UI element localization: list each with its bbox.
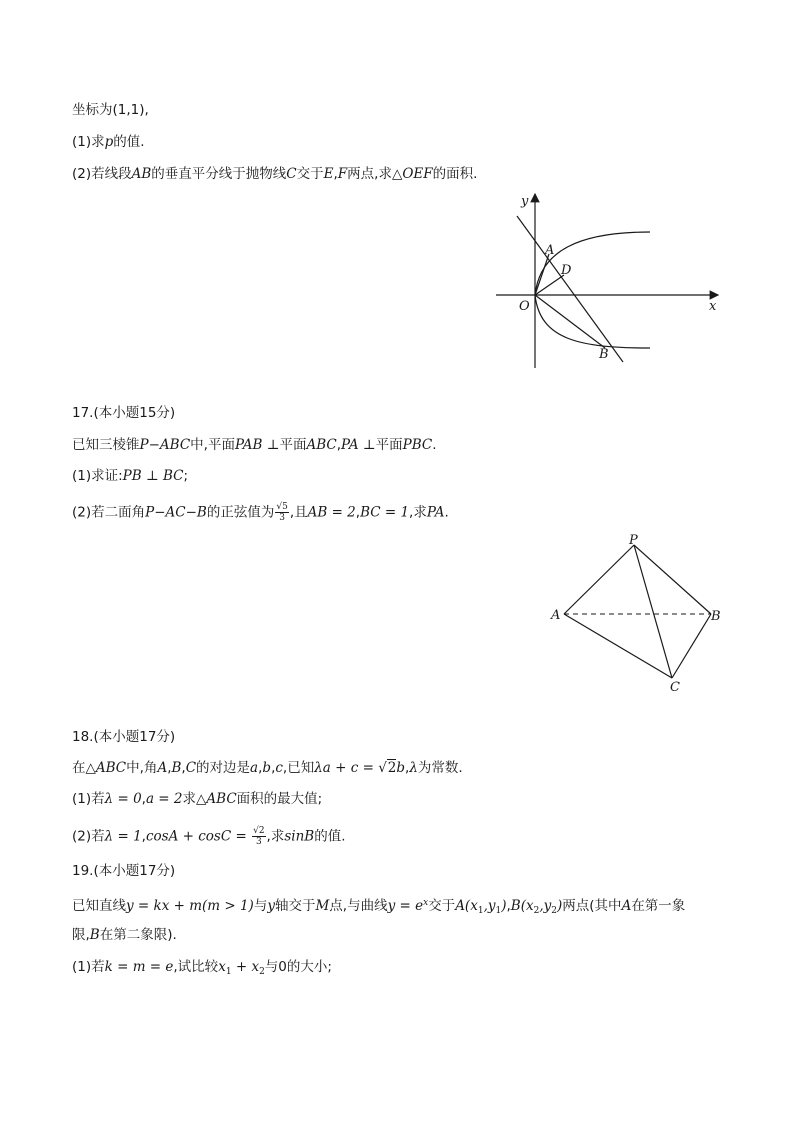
text-fragment: 已知三棱锥 [72, 437, 140, 453]
text-fragment: (1)若 [72, 959, 105, 975]
fraction [252, 826, 265, 847]
fraction-numerator: √2 [253, 826, 265, 836]
question-stem-continued [72, 925, 177, 945]
math-var: ,y [483, 898, 496, 914]
question-stem [72, 893, 685, 921]
text-fragment: 平面 [279, 437, 307, 453]
math-var: PAB ⊥ [234, 437, 280, 453]
math-var: ABC [95, 760, 127, 776]
text-fragment: 面积的最大值; [236, 791, 323, 807]
text-fragment: 的正弦值为 [206, 504, 275, 521]
edge-bc [672, 614, 711, 678]
math-var: p [104, 134, 114, 150]
label-x: x [709, 299, 717, 314]
math-var: λ [409, 760, 418, 776]
math-var: B(x [510, 898, 534, 914]
math-var: E [323, 166, 334, 182]
edge-pb [634, 545, 711, 614]
math-var: y = e [387, 898, 424, 914]
text-fragment: 的垂直平分线于抛物线 [151, 166, 287, 182]
text-fragment: ,已知 [282, 760, 315, 776]
math-var: P−AC−B [145, 504, 207, 521]
text-fragment: 19.(本小题17分) [72, 863, 176, 879]
math-subscript: 2 [533, 906, 540, 916]
text-fragment: , [506, 898, 511, 914]
text-fragment: (1)求 [72, 134, 105, 150]
segment-oa [535, 254, 549, 295]
text-fragment: , [271, 760, 276, 776]
math-var: ABC [206, 791, 237, 807]
text-fragment: , [333, 166, 338, 182]
text-fragment: 点,与曲线 [329, 898, 388, 914]
question-part [72, 132, 145, 152]
text-fragment: 在△ [72, 760, 96, 776]
text-fragment: 中,平面 [190, 437, 235, 453]
fraction-denominator: 3 [279, 513, 285, 523]
math-var: λ = 1 [104, 828, 142, 845]
text-fragment: 交于 [296, 166, 324, 182]
text-fragment: 在第二象限). [99, 927, 177, 943]
math-var: PA [426, 504, 445, 521]
text-fragment: ,试比较 [173, 959, 219, 975]
text-fragment: 轴交于 [274, 898, 316, 914]
label-o: O [519, 299, 530, 314]
text-fragment: . [444, 504, 449, 521]
label-b: B [599, 347, 609, 362]
text-fragment: , [141, 791, 146, 807]
text-fragment: , [258, 760, 263, 776]
text-fragment: 已知直线 [72, 898, 126, 914]
edge-pa [564, 545, 634, 614]
math-var: a = 2 [145, 791, 183, 807]
label-d: D [561, 263, 572, 278]
math-var: C [286, 166, 297, 182]
math-var: ,y [539, 898, 552, 914]
text-fragment: 18.(本小题17分) [72, 729, 176, 745]
math-superscript: x [423, 898, 429, 908]
question-stem [72, 435, 437, 455]
math-var: M [315, 898, 330, 914]
label-c: C [670, 680, 680, 695]
label-a: A [545, 243, 555, 258]
sqrt-radicand: 2 [387, 760, 397, 776]
label-y: y [521, 194, 529, 209]
text-fragment: , [355, 504, 361, 521]
math-var: λ = 0 [104, 791, 142, 807]
text-fragment: ,求 [266, 828, 285, 845]
question-part [72, 502, 449, 523]
question-part [72, 466, 188, 486]
question-header [72, 403, 175, 423]
math-var: PB ⊥ BC [122, 468, 184, 484]
text-fragment: 的对边是 [196, 760, 251, 776]
question-part [72, 957, 332, 982]
text-fragment: , [405, 760, 410, 776]
math-var: y = kx + m(m > 1) [126, 898, 254, 914]
math-var: B [171, 760, 182, 776]
label-a: A [551, 608, 561, 623]
math-var: x [218, 959, 226, 975]
math-var: PA ⊥ [341, 437, 376, 453]
math-var: y [267, 898, 275, 914]
text-fragment: , [167, 760, 172, 776]
text-fragment: (2)若 [72, 828, 105, 845]
math-subscript: 1 [495, 906, 502, 916]
math-subscript: 1 [225, 967, 232, 977]
text-fragment: , [181, 760, 186, 776]
question-part [72, 789, 322, 809]
text-fragment: 17.(本小题15分) [72, 405, 176, 421]
question-header [72, 861, 175, 881]
question-part [72, 164, 477, 184]
edge-pc [634, 545, 672, 678]
text-fragment: 两点(其中 [562, 898, 622, 914]
text-fragment: 交于 [428, 898, 456, 914]
text-fragment: , [336, 437, 342, 453]
text-fragment: 与0的大小; [264, 959, 332, 975]
math-var: a [250, 760, 259, 776]
math-var: AB [131, 166, 152, 182]
math-var: F [337, 166, 348, 182]
label-b: B [711, 609, 721, 624]
math-var: + x [231, 959, 260, 975]
text-fragment: 中,角 [126, 760, 158, 776]
edge-ac [564, 614, 672, 678]
text-fragment: 限, [72, 927, 90, 943]
math-var: λa + c = [314, 760, 379, 776]
text-fragment: 平面 [375, 437, 403, 453]
text-fragment: 求△ [182, 791, 207, 807]
text-fragment: 的值. [113, 134, 145, 150]
text-fragment: ,求 [409, 504, 427, 521]
fraction [275, 502, 288, 523]
text-fragment: 与 [253, 898, 268, 914]
fraction-denominator: 3 [255, 837, 262, 847]
text-line [72, 100, 149, 120]
text-fragment: (2)若二面角 [72, 504, 146, 521]
math-subscript: 2 [259, 967, 265, 977]
math-var: cosA + cosC = [145, 828, 252, 845]
text-fragment: (1)求证: [72, 468, 123, 484]
question-stem [72, 758, 463, 778]
math-var: P−ABC [139, 437, 191, 453]
text-fragment: 的面积. [432, 166, 478, 182]
math-var: A(x [455, 898, 478, 914]
text-fragment: (1)若 [72, 791, 105, 807]
text-fragment: 的值. [314, 828, 346, 845]
math-var: BC = 1 [360, 504, 410, 521]
fraction-numerator: √5 [276, 502, 288, 512]
math-var: A [621, 898, 632, 914]
math-var: ) [557, 898, 563, 914]
question-header [72, 727, 175, 747]
question-part [72, 826, 346, 847]
math-var: B [89, 927, 100, 943]
text-fragment: ,且 [289, 504, 308, 521]
math-var: A [157, 760, 168, 776]
math-var: ABC [306, 437, 337, 453]
math-subscript: 2 [551, 906, 557, 916]
math-subscript: 1 [477, 906, 484, 916]
text-fragment: . [432, 437, 437, 453]
parabola-figure [490, 188, 725, 370]
math-var: ) [501, 898, 507, 914]
math-var: c [275, 760, 283, 776]
math-var: k = m = e [104, 959, 174, 975]
math-var: b [262, 760, 272, 776]
line-ab [517, 216, 623, 362]
tetrahedron-figure [545, 530, 730, 695]
text-fragment: 为常数. [417, 760, 463, 776]
text-fragment: ; [183, 468, 189, 484]
math-var: AB = 2 [307, 504, 356, 521]
math-var: sinB [284, 828, 315, 845]
sqrt-sign: √ [378, 760, 387, 776]
math-var: OEF [402, 166, 433, 182]
text-fragment: , [141, 828, 146, 845]
text-fragment: (2)若线段 [72, 166, 132, 182]
text-fragment: 坐标为(1,1), [72, 102, 149, 118]
math-var: PBC [402, 437, 433, 453]
text-fragment: 在第一象 [631, 898, 686, 914]
math-var: C [185, 760, 197, 776]
text-fragment: 两点,求△ [347, 166, 403, 182]
math-var: b [396, 760, 406, 776]
label-p: P [629, 533, 638, 548]
